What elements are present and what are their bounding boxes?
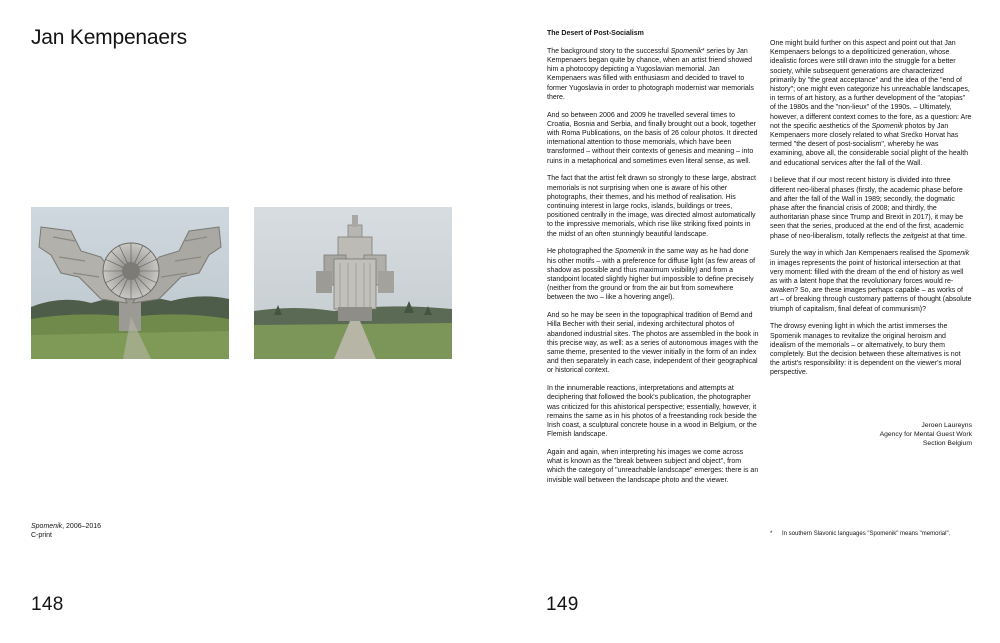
paragraph: The drowsy evening light in which the artist immerses the Spomenik manages to revitalize the original heroism and idealism of the memorials – or alternatively, to bury them completely. But the decision between these alternatives is not the artist's responsibility: it is dependent on the viewer's moral perspective. <box>770 323 962 377</box>
italic-term: Spomenik <box>871 122 903 130</box>
caption-line-1 <box>31 522 101 531</box>
signature-section: Section Belgium <box>922 440 972 448</box>
paragraph: The fact that the artist felt drawn so strongly to these large, abstract memorials is not surprising when one is aware of his other photographs, their themes, and his method of realisation. His continuing interest in large rocks, islands, buildings or trees, positioned centrally in the image, was directed almost automatically to the impressive memorials, which rise like striking fixed points in the midst of an often stunningly beautiful landscape. <box>547 175 756 238</box>
caption-title: Spomenik <box>31 523 63 530</box>
italic-term: zeitgeist <box>902 232 929 240</box>
paragraph: He photographed the Spomenik in the same way as he had done his other motifs – with a preference for diffuse light (as few areas of shadow as possible and thus maximum visibility) and from a standpoint located slightly higher but impossible to define precisely (neither from the ground or from the air but from somewhere between the two – like a hovering angel). <box>547 248 756 302</box>
italic-term: Spomenik <box>670 47 702 55</box>
paragraph: In the innumerable reactions, interpretations and attempts at deciphering that followed the book's publication, the photographer was criticized for this ahistorical perspective; essentially, however, it remains the same as in his photos of a freestanding rock beside the Irish coast, a sculptural concrete house in a wood in Belgium, or the Flemish landscape. <box>547 385 757 439</box>
photo-caption <box>31 522 101 540</box>
signature-name: Jeroen Laureyns <box>921 422 972 429</box>
italic-term: Spomenik <box>938 250 970 258</box>
caption-medium: C-print <box>31 532 53 539</box>
photo-image-2 <box>254 207 452 359</box>
spomenik-photo-winged-monument <box>31 207 229 359</box>
artist-name: Jan Kempenaers <box>31 26 187 49</box>
text-column-1 <box>547 29 759 493</box>
italic-term: Spomenik <box>614 248 646 256</box>
column-1-paragraphs <box>547 47 759 485</box>
footnote <box>770 530 972 538</box>
column-2-paragraphs <box>770 39 972 378</box>
paragraph: And so he may be seen in the topographical tradition of Bernd and Hilla Becher with their serial, indexing architectural photos of abandoned industrial sites. The photos are assembled in the book in this precise way, as well: as a series of autonomous images with the same theme, presented to the viewer initially in the form of an index and then separately in each case, independent of their geographical or historical context. <box>547 312 759 375</box>
paragraph: The background story to the successful Spomenik* series by Jan Kempenaers began quite by chance, when an artist friend showed him a photocopy depicting a Yugoslavian memorial. Jan Kempenaers was filled with enthusiasm and decided to travel to former Yugoslavia in order to photograph modernist war memorials there. <box>547 47 754 101</box>
paragraph: Again and again, when interpreting his images we come across what is known as the "break between subject and object", from which the category of "unreachable landscape" emerges: there is an invisible wall between the landscape photo and the viewer. <box>547 449 759 484</box>
page-number-left: 148 <box>31 594 64 615</box>
text-column-2 <box>770 39 972 386</box>
paragraph: One might build further on this aspect and point out that Jan Kempenaers belongs to a depoliticized generation, whose idealistic forces were still drawn into the struggle for a better society, while subsequent generations are characterized primarily by "the great acceptance" and the idea of the "end of history"; one might even categorize his unreachable landscapes, in terms of art history, as a further development of the "atopias" of the 1980s and the "non-lieux" of the 1990s. – Ultimately, however, a different context comes to the fore, as a question: Are not the specific aesthetics of the Spomenik photos by Jan Kempenaers more closely related to what Srećko Horvat has termed "the desert of post-socialism", whereby he was examining, above all, the considerable social plight of the health and educational services after the fall of the Wall. <box>770 40 972 167</box>
paragraph: Surely the way in which Jan Kempenaers realised the Spomenik in images represents the point of historical intersection at that very moment: filled with the dream of the end of history as well as with a latent hope that the revolutionary forces would re-awaken? So, are these images perhaps capable – as works of art – of breaking through customary patterns of thought (absolute triumph of capitalism, final defeat of communism)? <box>770 250 972 313</box>
photo-image-1 <box>31 207 229 359</box>
spomenik-photo-tower-monument <box>254 207 452 359</box>
footnote-text: In southern Slavonic languages "Spomenik" means "memorial". <box>782 531 951 537</box>
author-signature <box>770 421 972 449</box>
signature-org: Agency for Mental Guest Work <box>879 431 972 439</box>
paragraph: And so between 2006 and 2009 he travelled several times to Croatia, Bosnia and Serbia, and finally brought out a book, together with Roma Publications, on the basis of 26 colour photos. It directed international attention to those memorials, which have been transformed – without their contexts of genesis and meaning – into ruins in a metaphorical and sometimes even literal sense, as well. <box>547 111 758 165</box>
essay-heading: The Desert of Post-Socialism <box>547 30 644 37</box>
footnote-mark: * <box>770 531 773 537</box>
right-page <box>500 0 1000 643</box>
paragraph: I believe that if our most recent history is divided into three different neo-liberal phases (firstly, the academic phase before and after the fall of the Wall in 1989; secondly, the dogmatic phase after the financial crisis of 2008; and thirdly, the authoritarian phase since Trump and Brexit in 2017), it may be seen that the series, produced at the end of the first, academic phase of neo-liberalism, totally reflects the zeitgeist at that time. <box>770 177 967 240</box>
page-number-right: 149 <box>546 594 579 615</box>
caption-years: , 2006–2016 <box>62 523 102 530</box>
